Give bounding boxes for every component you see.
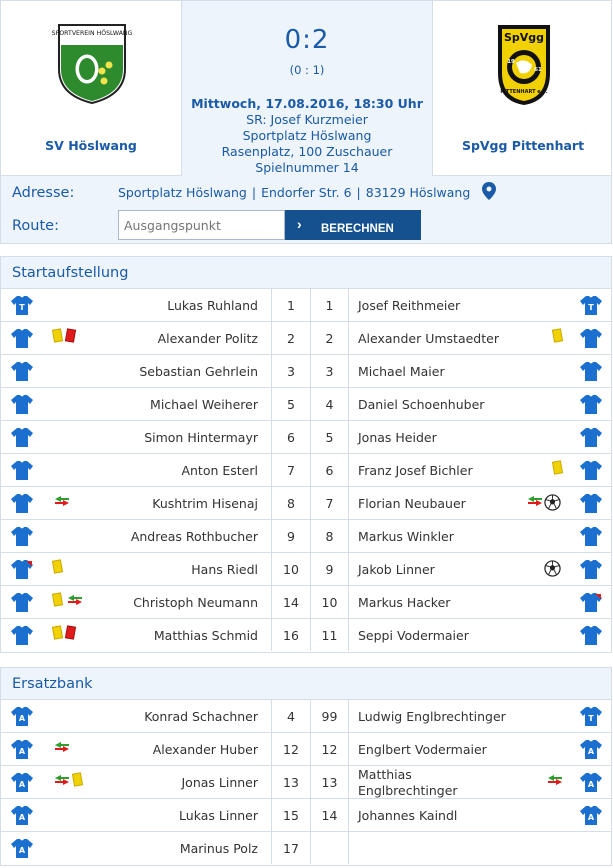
player-row: [1, 421, 611, 454]
substitution-icon: [53, 740, 71, 754]
away-player-name[interactable]: Johannes Kaindl: [358, 808, 458, 823]
home-player-name[interactable]: Jonas Linner: [181, 775, 258, 790]
address-place: Sportplatz Höslwang: [118, 185, 247, 200]
home-jersey-icon: [11, 393, 33, 415]
player-row: [1, 388, 611, 421]
away-player-name[interactable]: Jonas Heider: [358, 430, 437, 445]
away-jersey-icon: [580, 426, 602, 448]
home-jersey-icon: [11, 624, 33, 646]
lineup-rows: [1, 289, 611, 652]
away-player-name[interactable]: Florian Neubauer: [358, 496, 466, 511]
away-jersey-icon: [580, 492, 602, 514]
svg-text:A: A: [18, 747, 26, 756]
home-jersey-icon: [11, 738, 33, 760]
substitution-icon: [53, 494, 71, 508]
away-shirt-number: 13: [310, 766, 349, 798]
away-shirt-number: [310, 832, 349, 864]
lineup-section: [0, 256, 612, 653]
calculate-route-button[interactable]: [285, 210, 421, 240]
yellow-card-icon: [52, 625, 63, 639]
player-row: [1, 766, 611, 799]
halftime-score: (0 : 1): [289, 63, 325, 77]
home-jersey-icon: [11, 738, 33, 760]
match-info: [182, 96, 432, 176]
away-jersey-icon: [580, 294, 602, 316]
home-jersey-icon: [11, 558, 33, 580]
home-jersey-icon: [11, 426, 33, 448]
away-player-name[interactable]: Ludwig Englbrechtinger: [358, 709, 506, 724]
away-jersey-icon: [580, 771, 602, 793]
bench-section: [0, 667, 612, 866]
home-team-name[interactable]: SV Höslwang: [45, 138, 137, 153]
away-event: [526, 494, 544, 512]
away-player-name[interactable]: Franz Josef Bichler: [358, 463, 473, 478]
away-jersey-icon: [580, 459, 602, 481]
away-jersey-icon: [580, 558, 602, 580]
match-center: [181, 1, 433, 177]
home-jersey-icon: [11, 426, 33, 448]
away-jersey-icon: [580, 591, 602, 613]
home-event: [53, 494, 71, 512]
home-jersey-icon: [11, 837, 33, 859]
home-shirt-number: 6: [271, 421, 310, 453]
away-player-name[interactable]: Josef Reithmeier: [358, 298, 461, 313]
home-jersey-icon: [11, 294, 33, 316]
home-player-name[interactable]: Lukas Ruhland: [167, 298, 258, 313]
svg-text:A: A: [18, 780, 26, 789]
home-shirt-number: 4: [271, 700, 310, 732]
home-event: [66, 329, 75, 347]
away-shirt-number: 2: [310, 322, 349, 354]
home-player-name[interactable]: Michael Weiherer: [150, 397, 258, 412]
away-jersey-icon: [580, 624, 602, 646]
calculate-route-label: BERECHNEN: [321, 222, 394, 235]
home-shirt-number: 13: [271, 766, 310, 798]
yellow-card-icon: [52, 328, 63, 342]
away-jersey-icon: [580, 393, 602, 415]
home-player-name[interactable]: Christoph Neumann: [133, 595, 258, 610]
home-player-name[interactable]: Sebastian Gehrlein: [139, 364, 258, 379]
player-row: [1, 322, 611, 355]
home-player-name[interactable]: Alexander Politz: [157, 331, 258, 346]
away-jersey-icon: [580, 804, 602, 826]
away-event: [553, 461, 562, 479]
home-player-name[interactable]: Hans Riedl: [191, 562, 258, 577]
svg-text:T: T: [588, 303, 594, 312]
home-event: [53, 626, 62, 644]
away-jersey-icon: [580, 624, 602, 646]
away-jersey-icon: [580, 525, 602, 547]
home-jersey-icon: [11, 837, 33, 859]
match-score: 0:2: [284, 25, 330, 55]
home-shirt-number: 2: [271, 322, 310, 354]
player-row: [1, 799, 611, 832]
goal-ball-icon: [544, 494, 561, 511]
yellow-card-icon: [72, 772, 83, 786]
home-player-name[interactable]: Simon Hintermayr: [144, 430, 258, 445]
away-shirt-number: 7: [310, 487, 349, 519]
svg-text:SPORTVEREIN HÖSLWANG: SPORTVEREIN HÖSLWANG: [51, 30, 133, 37]
away-shirt-number: 11: [310, 619, 349, 651]
home-jersey-icon: [11, 360, 33, 382]
player-row: [1, 355, 611, 388]
away-jersey-icon: [580, 771, 602, 793]
home-player-name[interactable]: Alexander Huber: [152, 742, 258, 757]
home-jersey-icon: [11, 525, 33, 547]
home-shirt-number: 7: [271, 454, 310, 486]
route-start-input[interactable]: [118, 210, 285, 240]
home-shirt-number: 8: [271, 487, 310, 519]
match-header: [0, 0, 612, 176]
home-event: [53, 329, 62, 347]
away-player-name[interactable]: Daniel Schoenhuber: [358, 397, 485, 412]
player-row: [1, 520, 611, 553]
away-shirt-number: 1: [310, 289, 349, 321]
away-jersey-icon: [580, 738, 602, 760]
home-team[interactable]: [1, 1, 181, 177]
lineup-title: Startaufstellung: [1, 257, 611, 289]
player-row: [1, 553, 611, 586]
match-number: Spielnummer 14: [255, 160, 359, 175]
player-row: [1, 700, 611, 733]
substitution-icon: [546, 773, 564, 787]
away-shirt-number: 9: [310, 553, 349, 585]
bench-title: Ersatzbank: [1, 668, 611, 700]
home-event: [66, 593, 84, 611]
away-event: [546, 773, 564, 791]
home-shirt-number: 5: [271, 388, 310, 420]
away-event: [544, 494, 561, 512]
away-shirt-number: 99: [310, 700, 349, 732]
home-shirt-number: 12: [271, 733, 310, 765]
home-jersey-icon: [11, 492, 33, 514]
yellow-card-icon: [52, 592, 63, 606]
yellow-card-icon: [52, 559, 63, 573]
away-shirt-number: 10: [310, 586, 349, 618]
red-card-icon: [65, 328, 76, 342]
red-card-icon: [65, 625, 76, 639]
match-date: Mittwoch, 17.08.2016, 18:30 Uhr: [191, 96, 423, 111]
address-street: Endorfer Str. 6: [261, 185, 352, 200]
svg-text:61: 61: [534, 67, 542, 73]
away-jersey-icon: [580, 459, 602, 481]
home-jersey-icon: [11, 771, 33, 793]
home-player-name[interactable]: Marinus Polz: [179, 841, 258, 856]
home-shirt-number: 16: [271, 619, 310, 651]
svg-text:A: A: [18, 714, 26, 723]
away-jersey-icon: [580, 327, 602, 349]
away-jersey-icon: [580, 294, 602, 316]
home-jersey-icon: [11, 393, 33, 415]
svg-text:SpVgg: SpVgg: [503, 31, 545, 44]
svg-text:A: A: [587, 780, 595, 789]
player-row: [1, 733, 611, 766]
substitution-icon: [66, 593, 84, 607]
home-shirt-number: 10: [271, 553, 310, 585]
home-shirt-number: 15: [271, 799, 310, 831]
away-player-name[interactable]: Alexander Umstaedter: [358, 331, 499, 346]
away-player-name[interactable]: Markus Winkler: [358, 529, 454, 544]
away-jersey-icon: [580, 705, 602, 727]
away-jersey-icon: [580, 492, 602, 514]
home-shirt-number: 17: [271, 832, 310, 864]
home-jersey-icon: [11, 294, 33, 316]
away-player-name[interactable]: Markus Hacker: [358, 595, 451, 610]
away-jersey-icon: [580, 525, 602, 547]
home-jersey-icon: [11, 591, 33, 613]
away-team-logo: [494, 23, 554, 107]
yellow-card-icon: [552, 328, 563, 342]
away-player-name[interactable]: Jakob Linner: [358, 562, 435, 577]
away-shirt-number: 6: [310, 454, 349, 486]
player-row: [1, 586, 611, 619]
away-jersey-icon: [580, 558, 602, 580]
bench-rows: [1, 700, 611, 865]
home-player-name[interactable]: Andreas Rothbucher: [130, 529, 258, 544]
home-jersey-icon: [11, 459, 33, 481]
away-shirt-number: 14: [310, 799, 349, 831]
referee: SR: Josef Kurzmeier: [246, 112, 368, 127]
home-event: [53, 773, 71, 791]
away-player-name[interactable]: Englbert Vodermaier: [358, 742, 487, 757]
home-shirt-number: 14: [271, 586, 310, 618]
player-row: [1, 487, 611, 520]
svg-text:T: T: [588, 714, 594, 723]
away-shirt-number: 8: [310, 520, 349, 552]
away-shirt-number: 12: [310, 733, 349, 765]
away-jersey-icon: [580, 426, 602, 448]
player-row: [1, 289, 611, 322]
route-label: Route:: [12, 218, 59, 234]
home-event: [53, 740, 71, 758]
home-shirt-number: 1: [271, 289, 310, 321]
away-jersey-icon: [580, 705, 602, 727]
home-jersey-icon: [11, 327, 33, 349]
player-row: [1, 454, 611, 487]
away-jersey-icon: [580, 804, 602, 826]
away-jersey-icon: [580, 393, 602, 415]
svg-text:19: 19: [507, 59, 515, 65]
address-panel: [0, 176, 612, 244]
home-player-name[interactable]: Konrad Schachner: [144, 709, 258, 724]
svg-text:T: T: [19, 303, 25, 312]
away-player-name[interactable]: Matthias Englbrechtinger: [358, 767, 458, 798]
home-jersey-icon: [11, 804, 33, 826]
address-value[interactable]: Sportplatz Höslwang | Endorfer Str. 6 | 83129 Höslwang: [118, 185, 471, 200]
substitution-icon: [526, 494, 544, 508]
home-jersey-icon: [11, 804, 33, 826]
home-player-name[interactable]: Anton Esterl: [181, 463, 258, 478]
svg-text:PITTENHART e.V.: PITTENHART e.V.: [500, 89, 548, 95]
away-team-name[interactable]: SpVgg Pittenhart: [461, 138, 585, 153]
home-jersey-icon: [11, 558, 33, 580]
home-jersey-icon: [11, 327, 33, 349]
home-event: [53, 560, 62, 578]
away-jersey-icon: [580, 591, 602, 613]
home-jersey-icon: [11, 624, 33, 646]
svg-text:A: A: [587, 813, 595, 822]
away-event: [544, 560, 561, 578]
venue: Sportplatz Höslwang: [242, 128, 372, 143]
address-city: 83129 Höslwang: [365, 185, 471, 200]
away-event: [553, 329, 562, 347]
away-team[interactable]: [433, 1, 613, 177]
home-event: [66, 626, 75, 644]
home-jersey-icon: [11, 705, 33, 727]
away-player-name[interactable]: Michael Maier: [358, 364, 445, 379]
away-jersey-icon: [580, 360, 602, 382]
home-shirt-number: 3: [271, 355, 310, 387]
svg-text:A: A: [18, 846, 26, 855]
home-shirt-number: 9: [271, 520, 310, 552]
away-shirt-number: 5: [310, 421, 349, 453]
away-player-name[interactable]: Seppi Vodermaier: [358, 628, 469, 643]
away-shirt-number: 4: [310, 388, 349, 420]
player-row: [1, 832, 611, 865]
away-jersey-icon: [580, 738, 602, 760]
away-jersey-icon: [580, 360, 602, 382]
home-event: [73, 773, 82, 791]
player-row: [1, 619, 611, 652]
pitch-info: Rasenplatz, 100 Zuschauer: [221, 144, 393, 159]
goal-ball-icon: [544, 560, 561, 577]
home-player-name[interactable]: Kushtrim Hisenaj: [152, 496, 258, 511]
home-jersey-icon: [11, 591, 33, 613]
home-team-logo: [51, 23, 133, 105]
home-jersey-icon: [11, 525, 33, 547]
home-jersey-icon: [11, 360, 33, 382]
away-shirt-number: 3: [310, 355, 349, 387]
home-event: [53, 593, 62, 611]
away-jersey-icon: [580, 327, 602, 349]
svg-text:A: A: [18, 813, 26, 822]
home-player-name[interactable]: Lukas Linner: [179, 808, 258, 823]
yellow-card-icon: [552, 460, 563, 474]
address-label: Adresse:: [12, 185, 75, 201]
svg-text:A: A: [587, 747, 595, 756]
home-jersey-icon: [11, 771, 33, 793]
home-jersey-icon: [11, 705, 33, 727]
map-pin-icon[interactable]: [482, 182, 496, 200]
home-jersey-icon: [11, 459, 33, 481]
home-jersey-icon: [11, 492, 33, 514]
substitution-icon: [53, 773, 71, 787]
home-player-name[interactable]: Matthias Schmid: [153, 628, 258, 643]
chevron-right-icon: ›: [297, 216, 302, 232]
